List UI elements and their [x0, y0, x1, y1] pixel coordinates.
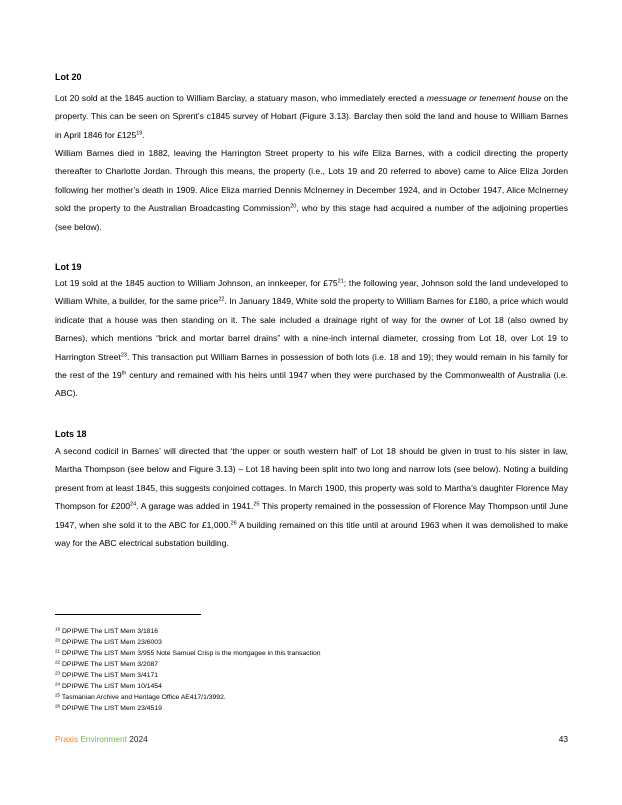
lot-20-paragraph-2 [55, 144, 568, 236]
text-run: . In January 1849, White sold the property to William Barnes for £180, a price which would indicate that a house was then standing on it. The sale included a drainage right of way for the owner of Lot 18 (also owned by Barnes), which mentions “brick and mortar barrel drains” with a nine-inch internal diameter, crossing from Lot 18, over Lot 19 to Harrington Street [55, 296, 568, 362]
footnote-ref: 25 [253, 501, 260, 508]
footnote-text: DPIPWE The LIST Mem 23/6003 [60, 639, 162, 646]
footnote-item [55, 681, 321, 692]
footnote-text: DPIPWE The LIST Mem 10/1454 [60, 683, 162, 690]
footnote-item [55, 703, 321, 714]
page-footer [55, 734, 568, 744]
footnote-number: 24 [55, 681, 61, 687]
footer-brand-praxis: Praxis [55, 734, 79, 744]
lot-20-paragraph-1 [55, 89, 568, 144]
section-title-lot-19: Lot 19 [55, 262, 82, 272]
footnote-item [55, 648, 321, 659]
footer-brand [55, 734, 148, 744]
footnote-text: DPIPWE The LIST Mem 3/2087 [60, 661, 159, 668]
footnote-number: 21 [55, 648, 61, 654]
lots-18-paragraph [55, 442, 568, 552]
section-title-lots-18: Lots 18 [55, 429, 87, 439]
footnote-text: DPIPWE The LIST Mem 23/4519 [60, 705, 162, 712]
lot-19-paragraph [55, 274, 568, 403]
footnote-number: 20 [55, 637, 61, 643]
footnote-number: 26 [55, 703, 61, 709]
footnote-ref: 21 [337, 278, 344, 285]
section-title-lot-20: Lot 20 [55, 72, 82, 82]
footnote-number: 25 [55, 692, 61, 698]
footer-brand-environment: Environment [78, 734, 127, 744]
footnote-item [55, 692, 321, 703]
footnote-number: 23 [55, 670, 61, 676]
footnote-separator [55, 614, 201, 615]
text-run: . A garage was added in 1941. [136, 501, 254, 512]
footnote-ref: 20 [290, 203, 297, 210]
page-number: 43 [558, 734, 568, 744]
footnote-text: DPIPWE The LIST Mem 3/4171 [60, 672, 159, 679]
footnote-item [55, 626, 321, 637]
text-run: , who by this stage had acquired a number of the adjoining properties (see below). [55, 203, 568, 232]
footnote-number: 22 [55, 659, 61, 665]
footer-brand-year: 2024 [126, 734, 148, 744]
footnote-text: Tasmanian Archive and Heritage Office AE417/1/3992. [60, 694, 226, 701]
text-run: ; the following year, Johnson sold the land undeveloped to William White, a builder, for the same price [55, 278, 568, 307]
text-run: century and remained with his heirs until 1947 when they were purchased by the Commonwealth of Australia (i.e. ABC). [55, 370, 569, 399]
text-run: A second codicil in Barnes’ will directed that ‘the upper or south western half’ of Lot 18 should be given in trust to his sister in law, Martha Thompson (see below and Figure 3.13) – Lot 18 having been split into two long and narrow lots (see below). Noting a building present from at least 1845, this suggests conjoined cottages. In March 1900, this property was sold to Martha’s daughter Florence May Thompson for £200 [55, 446, 568, 512]
footnote-ref: 24 [130, 501, 137, 508]
footnote-ref: 19 [136, 130, 143, 137]
footnote-text: DPIPWE The LIST Mem 3/1816 [60, 628, 159, 635]
text-run: William Barnes died in 1882, leaving the Harrington Street property to his wife Eliza Barnes, with a codicil directing the property thereafter to Charlotte Jordan. Through this means, the property (i.e., Lots 19 and 20 referred to above) came to Alice Eliza Jorden following her mother’s death in 1909. Alice Eliza married Dennis McInerney in December 1924, and in October 1947, Alice McInerney sold the property to the Australian Broadcasting Commission [55, 148, 568, 214]
text-run: . [142, 129, 145, 140]
footnote-list [55, 626, 321, 714]
text-run: Lot 20 sold at the 1845 auction to William Barclay, a statuary mason, who immediately erected a [55, 93, 427, 103]
footnote-item [55, 637, 321, 648]
footnote-item [55, 670, 321, 681]
footnote-ref: 26 [230, 520, 237, 527]
footnote-text: DPIPWE The LIST Mem 3/955 Note Samuel Crisp is the mortgagee in this transaction [60, 650, 321, 657]
footnote-number: 19 [55, 626, 61, 632]
text-run: . This transaction put William Barnes in possession of both lots (i.e. 18 and 19); they would remain in his family for the rest of the 19 [55, 351, 568, 381]
text-run: Lot 19 sold at the 1845 auction to William Johnson, an innkeeper, for £75 [55, 278, 338, 288]
footnote-item [55, 659, 321, 670]
footnote-ref: th [121, 370, 127, 377]
italic-text: messuage or tenement house [426, 93, 542, 103]
text-run: This property remained in the possession of Florence May Thompson until June 1947, when she sold it to the ABC for £1,000. [55, 501, 568, 530]
footnote-ref: 22 [218, 296, 225, 303]
footnote-ref: 23 [120, 352, 127, 359]
text-run: on the property. This can be seen on Sprent’s c1845 survey of Hobart (Figure 3.13). Barclay then sold the land and house to William Barnes in April 1846 for £125 [55, 93, 569, 140]
text-run: A building remained on this title until at around 1963 when it was demolished to make way for the ABC electrical substation building. [55, 519, 568, 549]
